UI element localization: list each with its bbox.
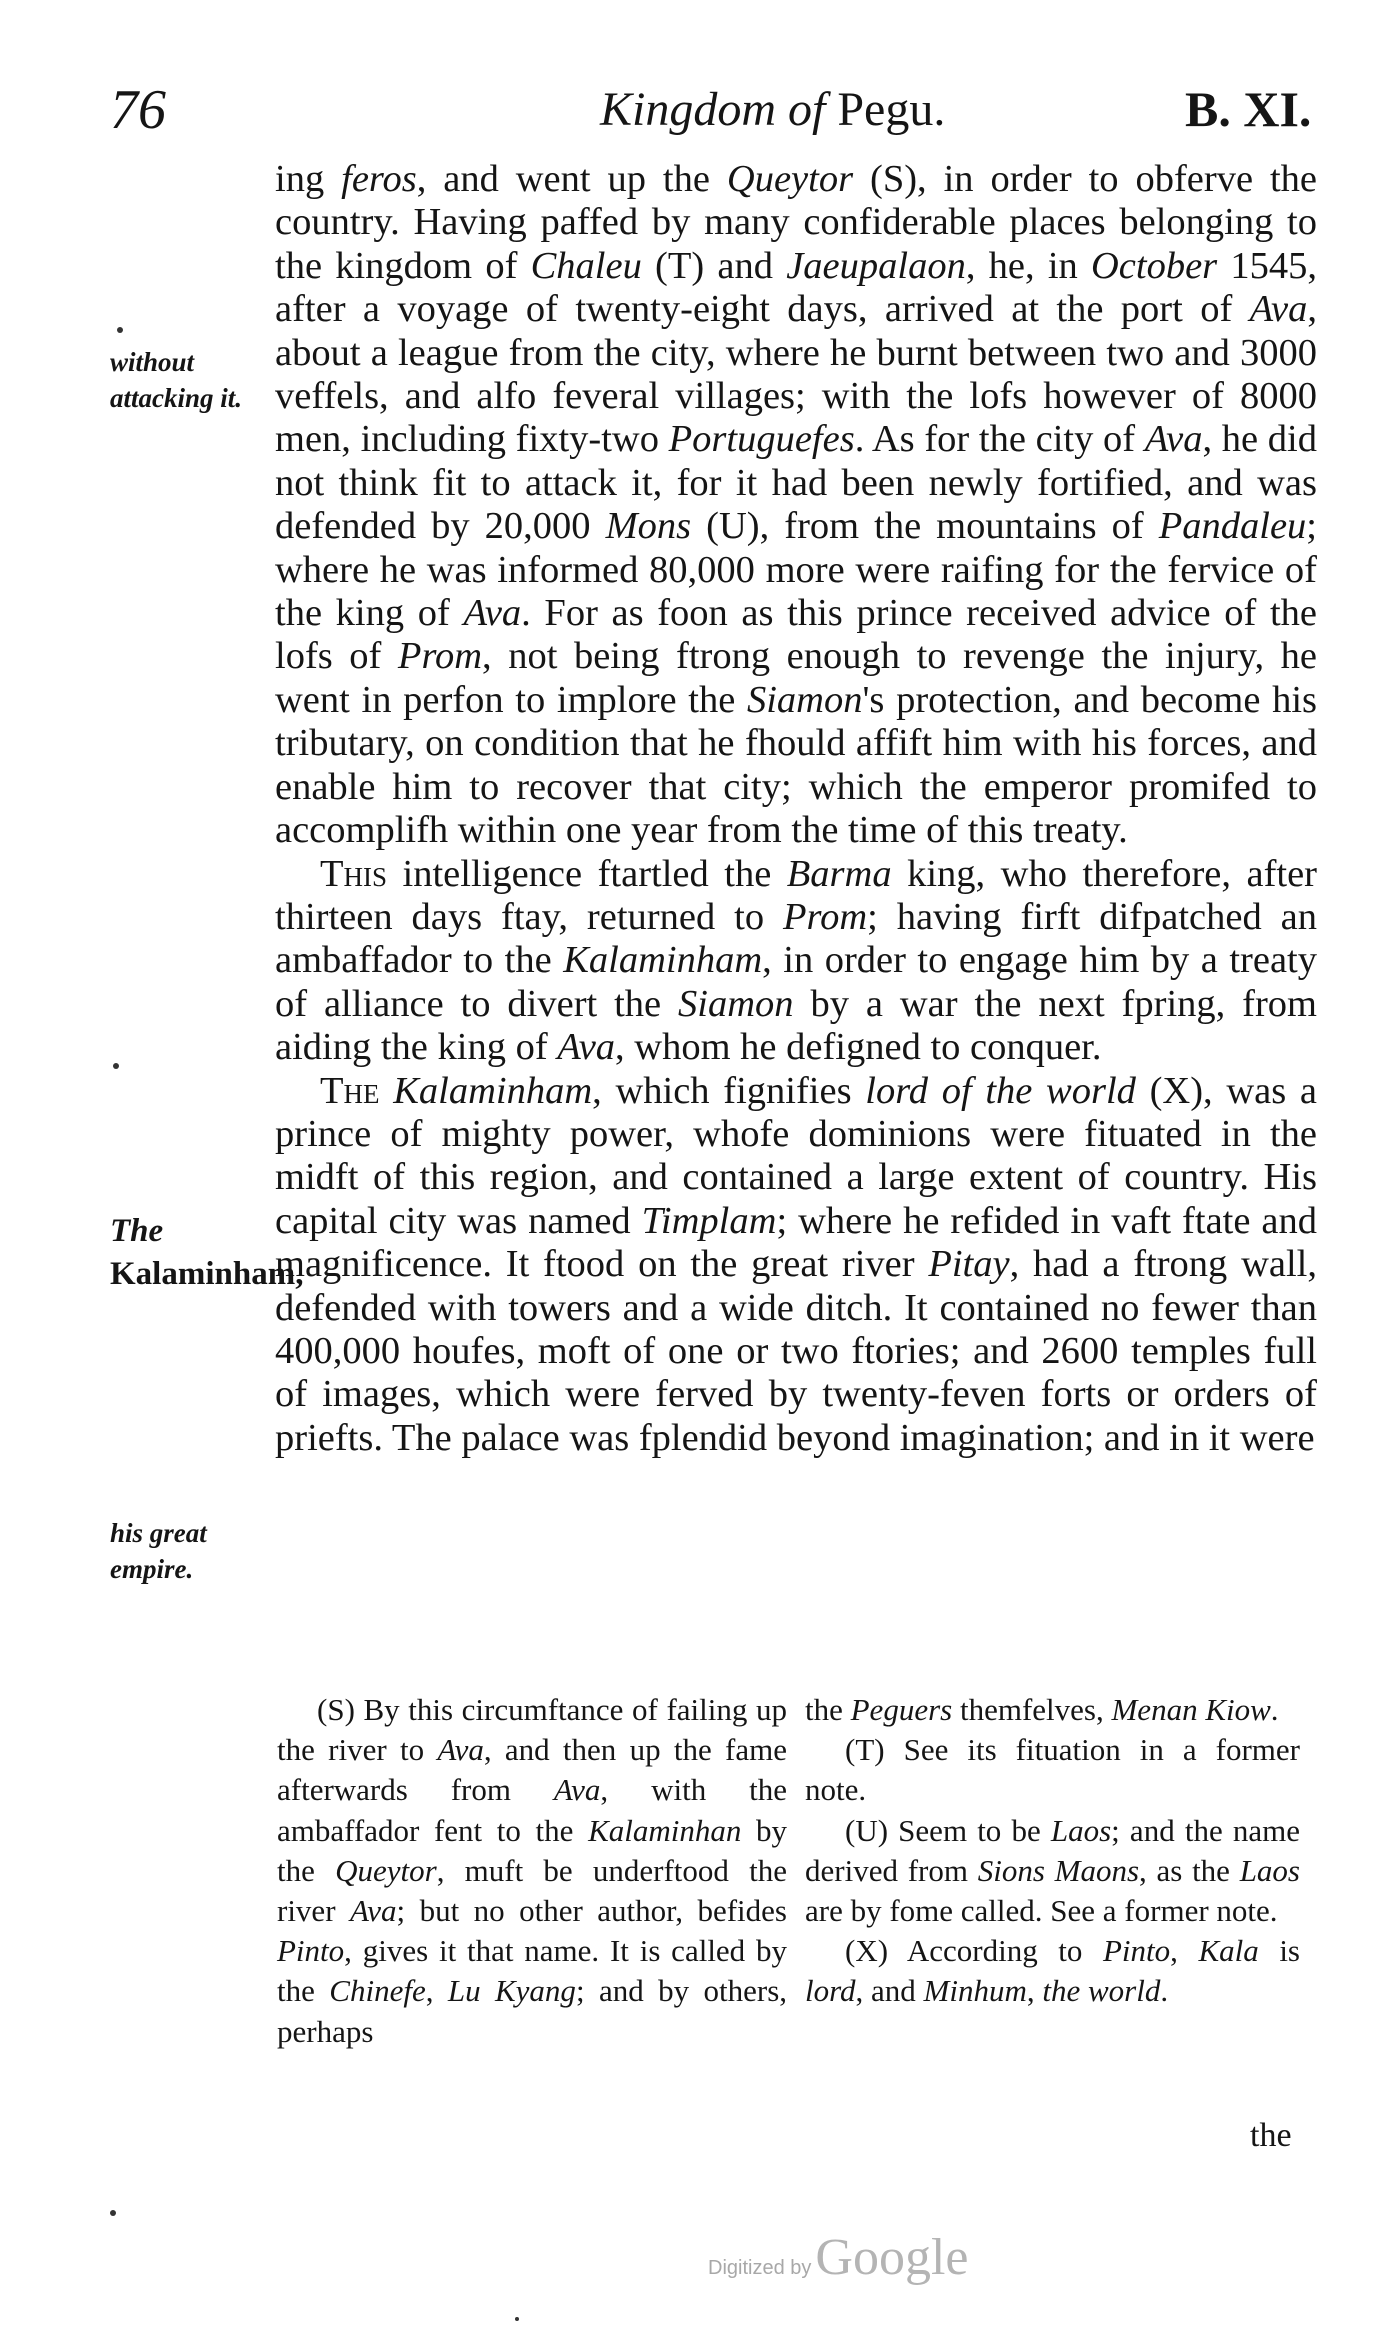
italic-term: Prom [783,895,868,938]
italic-term: Barma [786,852,892,895]
italic-term: lord [805,1973,856,2009]
italic-term: Siamon [746,678,863,721]
book-number: B. XI. [1185,81,1312,137]
italic-term: Laos [1050,1812,1112,1848]
italic-term: Laos [1239,1852,1300,1888]
running-title-main: Pegu. [837,83,946,136]
italic-term: feros [341,158,417,200]
italic-term: Pinto [277,1933,345,1969]
footnotes-right-column [805,1690,1300,2012]
small-caps-lead: The [320,1069,380,1112]
footnote-s-continued: the Peguers themfelves, Menan Kiow. [805,1692,1279,1727]
italic-term: Kalaminhan [588,1812,742,1848]
ink-speck [515,2317,519,2321]
main-text [275,158,1317,1460]
italic-term: Kala [1198,1933,1259,1969]
watermark-prefix: Digitized by [708,2257,812,2279]
margin-note-kalaminham-word: Kalaminham, [110,1256,304,1292]
page-number: 76 [110,79,166,141]
italic-term: Ava [437,1732,484,1768]
italic-term: Ava [1249,288,1308,331]
ink-speck [110,2210,116,2216]
italic-term: Ava [1144,418,1203,461]
digitized-watermark [708,2228,968,2287]
italic-term: Mons [605,505,692,548]
italic-term: Chinefe [329,1973,426,2009]
footnote-x: (X) According to Pinto, Kala is lord, and Minhum, the world. [805,1933,1300,2009]
italic-term: Queytor [335,1852,437,1888]
italic-term: lord of the world [865,1069,1136,1112]
italic-term: Menan Kiow [1111,1692,1271,1727]
running-title-prefix: Kingdom of [600,83,826,136]
paragraph-1: ing feros, and went up the Queytor (S), in order to obferve the country. Having paffed by many confiderable places belonging to the kingdom of Chaleu (T) and Jaeupalaon, he, in October 1545, after a voyage of twenty-eight days, arrived at the port of Ava, about a league from the city, where he burnt between two and 3000 veffels, and alfo feveral villages; with the lofs however of 8000 men, including fixty-two Portuguefes. As for the city of Ava, he did not think fit to attack it, for it had been newly fortified, and was defended by 20,000 Mons (U), from the mountains of Pandaleu; where he was informed 80,000 more were raifing for the fervice of the king of Ava. For as foon as this prince received advice of the lofs of Prom, not being ftrong enough to revenge the injury, he went in perfon to implore the Siamon's protection, and become his tributary, on condition that he fhould affift him with his forces, and enable him to recover that city; which the emperor promifed to accomplifh within one year from the time of this treaty. [275,158,1318,852]
margin-note-the: The [110,1213,164,1249]
footnotes-left-column [277,1690,787,2052]
small-caps-lead: This [320,852,388,895]
italic-term: Peguers [850,1692,953,1727]
margin-note-great-empire: his great empire. [110,1518,207,1584]
ink-speck [113,1063,119,1069]
italic-term: Portuguefes [668,418,855,461]
italic-term: Ava [557,1026,616,1069]
italic-term: Ava [553,1772,601,1808]
italic-term: Kalaminham [393,1069,593,1112]
paragraph-2: This intelligence ftartled the Barma king, who therefore, after thirteen days ftay, returned to Prom; having firft difpatched an ambaffador to the Kalaminham, in order to engage him by a treaty of alliance to divert the Siamon by a war the next fpring, from aiding the king of Ava, whom he defigned to conquer. [275,852,1318,1069]
footnote-t: (T) See its fituation in a former note. [805,1732,1300,1808]
italic-term: Minhum [923,1973,1027,2009]
footnote-u: (U) Seem to be Laos; and the name derived from Sions Maons, as the Laos are by fome called. See a former note. [805,1812,1300,1929]
italic-term: Ava [350,1893,397,1929]
paragraph-3: The Kalaminham, which fignifies lord of the world (X), was a prince of mighty power, whofe dominions were fituated in the midft of this region, and contained a large extent of country. His capital city was named Timplam; where he refided in vaft ftate and magnificence. It ftood on the great river Pitay, had a ftrong wall, defended with towers and a wide ditch. It contained no fewer than 400,000 houfes, moft of one or two ftories; and 2600 temples full of images, which were ferved by twenty-feven forts or orders of priefts. The palace was fplendid beyond imagination; and in it were [275,1069,1318,1459]
catchword: the [1250,2117,1292,2154]
italic-term: Prom [397,635,483,678]
running-header [0,78,1378,148]
italic-term: Chaleu [530,244,642,287]
running-title [600,82,945,137]
margin-note-kalaminham [110,1210,304,1296]
italic-term: Lu Kyang [447,1973,576,2009]
italic-term: Siamon [678,982,794,1025]
italic-term: Ava [463,592,522,635]
italic-term: Timplam [641,1199,777,1242]
italic-term: Queytor [726,158,854,200]
footnote-s: (S) By this circumftance of failing up the river to Ava, and then up the fame afterwards from Ava, with the ambaffador fent to the Kalaminhan by the Queytor, muft be underftood the river Ava; but no other author, befides Pinto, gives it that name. It is called by the Chinefe, Lu Kyang; and by others, perhaps [277,1692,788,2049]
italic-term: Pandaleu [1158,505,1307,548]
italic-term: the world [1042,1973,1161,2009]
google-logo: Google [815,2229,969,2286]
ink-speck [117,327,123,333]
italic-term: Pinto [1102,1933,1171,1969]
margin-note-without-attacking: without attacking it. [110,347,243,413]
italic-term: October [1091,244,1218,287]
italic-term: Pitay [928,1243,1010,1286]
italic-term: Jaeupalaon [786,244,966,287]
italic-term: Kalaminham [563,939,763,982]
italic-term: Sions Maons [977,1852,1140,1888]
